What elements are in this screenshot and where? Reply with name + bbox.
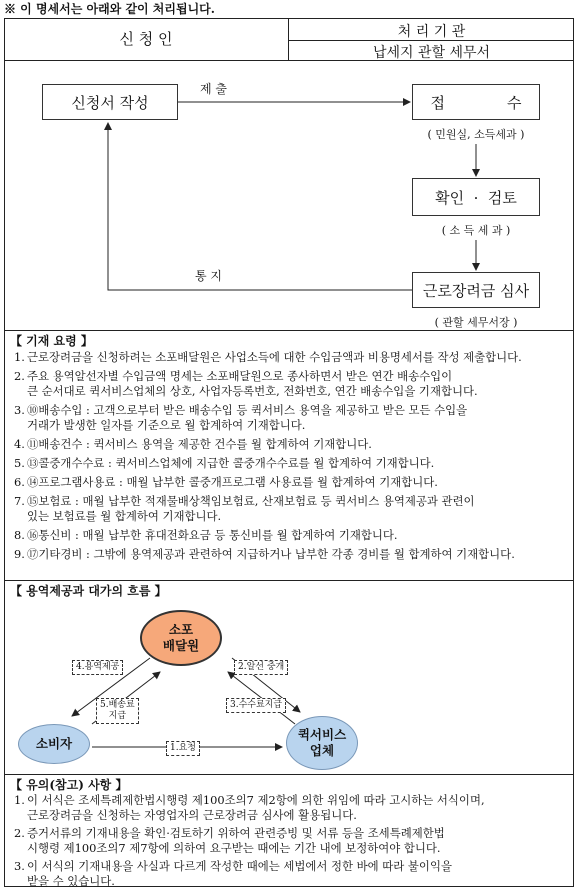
receive-label: 접 수 [430, 93, 522, 112]
instruction-item-text: ⑬콜중개수수료 : 퀵서비스업체에 지급한 콜중개수수료를 월 합계하여 기재합니다. [27, 456, 435, 470]
note-item [14, 793, 574, 823]
instruction-item [14, 494, 574, 524]
note-item-text: 이 서식은 조세특례제한법시행령 제100조의7 제2항에 의한 위임에 따라 고시하는 서식이며, [27, 793, 485, 807]
quick-service-node: 퀵서비스 업체 [286, 716, 358, 770]
note-item-number: 3. [14, 859, 25, 873]
note-item-text: 근로장려금을 신청하는 자영업자의 근로장려금 심사에 활용됩니다. [27, 808, 357, 822]
instruction-item-text: 큰 순서대로 퀵서비스업체의 상호, 사업자등록번호, 전화번호, 연간 배송수입을 기재합니다. [27, 384, 478, 398]
instruction-item-text: 근로장려금을 신청하려는 소포배달원은 사업소득에 대한 수입금액과 비용명세서를 작성 제출합니다. [27, 350, 522, 364]
receive-sub: ( 민원실, 소득세과 ) [427, 128, 525, 141]
instruction-item-text: 있는 보험료를 월 합계하여 기재합니다. [27, 509, 222, 523]
consumer-node: 소비자 [18, 724, 90, 764]
note-item-text: 이 서식의 기재내용을 사실과 다르게 작성한 때에는 세법에서 정한 바에 따라 불이익을 [27, 859, 452, 873]
note-item [14, 826, 574, 856]
request-label: 1.요청 [166, 741, 200, 756]
provide-label: 4.용역제공 [72, 660, 123, 675]
note-item-number: 2. [14, 826, 25, 840]
instruction-item-text: ⑪배송건수 : 퀵서비스 용역을 제공한 건수를 월 합계하여 기재합니다. [27, 437, 372, 451]
check-sub: ( 소 득 세 과 ) [441, 224, 511, 237]
instruction-item [14, 528, 574, 543]
instruction-item-number: 3. [14, 403, 25, 417]
applicant-header: 신 청 인 [119, 30, 173, 48]
instruction-item-text: ⑭프로그램사용료 : 매월 납부한 콜중개프로그램 사용료를 월 합계하여 기재합니다. [27, 475, 438, 489]
instruction-item-number: 4. [14, 437, 25, 451]
instruction-item [14, 456, 574, 471]
instruction-item [14, 437, 574, 452]
broker-label: 2.알선 중개 [234, 660, 288, 675]
instruction-item-number: 2. [14, 369, 25, 383]
review-sub: ( 관할 세무서장 ) [434, 316, 518, 329]
instruction-item-number: 6. [14, 475, 25, 489]
note-item-text: 받을 수 있습니다. [27, 874, 115, 888]
instruction-item-number: 9. [14, 547, 25, 561]
courier-node: 소포 배달원 [140, 610, 222, 666]
instruction-item-text: ⑰기타경비 : 그밖에 용역제공과 관련하여 지급하거나 납부한 각종 경비를 월 합계하여 기재합니다. [27, 547, 515, 561]
notes-title: 【 유의(참고) 사항 】 [10, 778, 128, 792]
header-note: ※ 이 명세서는 아래와 같이 처리됩니다. [4, 2, 215, 16]
tax-office-header: 납세지 관할 세무서 [372, 45, 491, 61]
note-item-text: 증거서류의 기재내용을 확인·검토하기 위하여 관련증빙 및 서류 등을 조세특례제한법 [27, 826, 445, 840]
process-arrows [0, 0, 580, 340]
instruction-item-text: 거래가 발생한 일자를 기준으로 월 합계하여 기재합니다. [27, 418, 306, 432]
commission-label: 3.수수료지급 [226, 698, 286, 713]
note-item-number: 1. [14, 793, 25, 807]
note-item-text: 시행령 제100조의7 제7항에 의하여 요구받는 때에는 기간 내에 보정하여야 합니다. [27, 841, 441, 855]
notify-label: 통 지 [195, 269, 222, 283]
flow-title: 【 용역제공과 대가의 흐름 】 [10, 584, 167, 598]
instruction-item-text: ⑩배송수입 : 고객으로부터 받은 배송수입 등 퀵서비스 용역을 제공하고 받은 모든 수입을 [27, 403, 468, 417]
instruction-item-number: 5. [14, 456, 25, 470]
processing-org-header: 처 리 기 관 [397, 24, 466, 40]
instruction-item-text: ⑮보험료 : 매월 납부한 적재물배상책임보험료, 산재보험료 등 퀵서비스 용역제공과 관련이 [27, 494, 475, 508]
instruction-item-number: 7. [14, 494, 25, 508]
instruction-item [14, 350, 574, 365]
write-application-label: 신청서 작성 [71, 93, 149, 112]
instruction-item [14, 475, 574, 490]
instruction-item-text: ⑯통신비 : 매월 납부한 휴대전화요금 등 통신비를 월 합계하여 기재합니다. [27, 528, 398, 542]
instruction-item [14, 369, 574, 399]
note-item [14, 859, 574, 889]
instructions-title: 【 기재 요령 】 [10, 334, 93, 348]
review-label: 근로장려금 심사 [422, 281, 530, 300]
instruction-item-text: 주요 용역알선자별 수입금액 명세는 소포배달원으로 종사하면서 받은 연간 배송수입이 [27, 369, 453, 383]
instruction-item [14, 403, 574, 433]
instruction-item-number: 1. [14, 350, 25, 364]
instruction-item [14, 547, 574, 562]
delivery-fee-label: 5.배송료 지급 [96, 698, 139, 724]
submit-label: 제 출 [200, 82, 227, 96]
check-label: 확인 · 검토 [435, 188, 517, 207]
instruction-item-number: 8. [14, 528, 25, 542]
